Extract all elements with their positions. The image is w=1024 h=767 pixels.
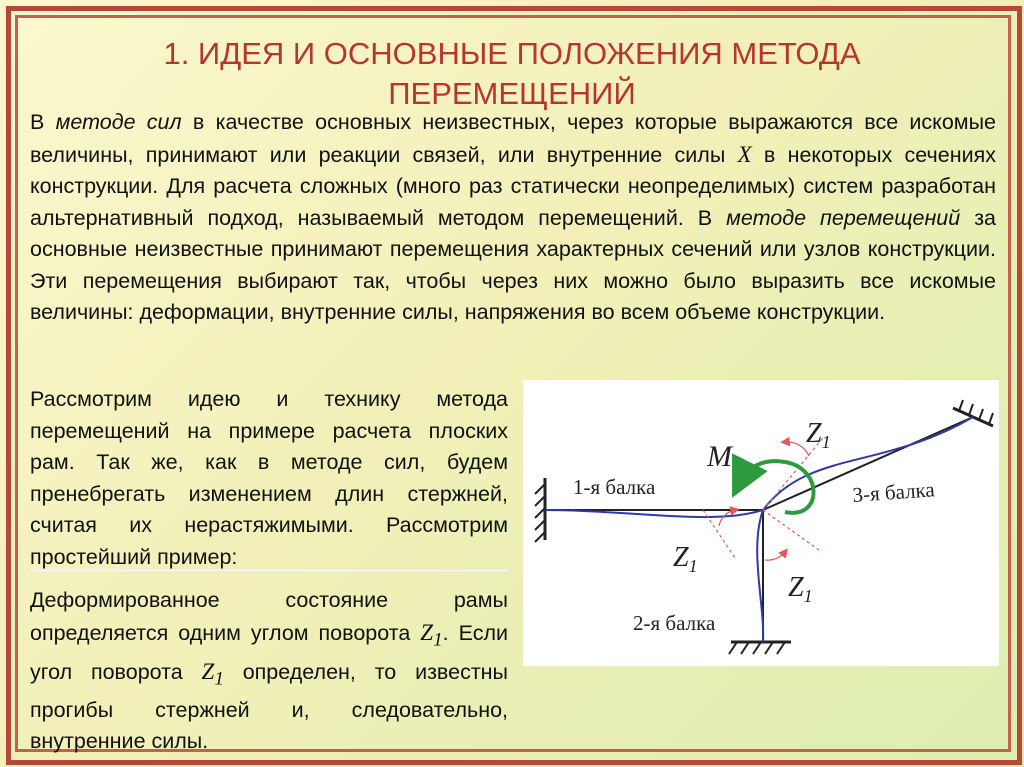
p1-text-2: в качестве основных неизвестных, через которые выражаются все искомые величины, принимают или реакции связей, или внутренние силы bbox=[30, 110, 996, 167]
p1-symbol-x: X bbox=[737, 141, 752, 167]
p3-z1-sub: 1 bbox=[433, 629, 443, 651]
frame-diagram bbox=[523, 380, 999, 666]
p3-z1-letter-2: Z bbox=[201, 658, 215, 684]
label-beam-1: 1-я балка bbox=[573, 475, 656, 499]
top-right-fixed-support bbox=[953, 400, 993, 426]
frame-diagram-svg bbox=[523, 380, 999, 666]
p1-text-4: за основные неизвестные принимают перемещения характерных сечений или узлов конструкции. Эти перемещения выбирают так, чтобы через них можно было выразить все искомые величины: деформации, внутренние силы, напряжения во всем объеме конструкции. bbox=[30, 205, 997, 324]
left-fixed-support bbox=[535, 478, 545, 542]
p3-z1-sub-2: 1 bbox=[214, 668, 224, 690]
title-line-1: 1. ИДЕЯ И ОСНОВНЫЕ ПОЛОЖЕНИЯ МЕТОДА bbox=[163, 36, 861, 71]
label-moment: M bbox=[707, 440, 732, 473]
moment-arrow bbox=[741, 461, 814, 513]
label-beam-3: 3-я балка bbox=[851, 477, 936, 507]
label-z1-top: $Z_1$ bbox=[806, 418, 831, 452]
p3-text-1: Деформированное состояние рамы определяется одним углом поворота bbox=[30, 588, 508, 645]
p3-text-2: . Если угол поворота bbox=[30, 620, 508, 684]
paragraph-separator bbox=[30, 570, 508, 571]
label-z1-left: $Z_1$ bbox=[673, 542, 698, 576]
intro-paragraph bbox=[30, 107, 996, 329]
p3-z1-letter: Z bbox=[420, 619, 434, 645]
bottom-fixed-support bbox=[729, 642, 791, 654]
title-line-2: ПЕРЕМЕЩЕНИЙ bbox=[388, 76, 636, 111]
example-paragraph: Рассмотрим идею и технику метода перемещений на примере расчета плоских рам. Так же, как в методе сил, будем пренебрегать изменением длин стержней, считая их нерастяжимыми. Рассмотрим простейший пример: bbox=[30, 387, 508, 569]
p3-symbol-z1-second bbox=[201, 658, 224, 690]
label-z1-bottom: $Z_1$ bbox=[788, 572, 813, 606]
p1-text-3: в некоторых сечениях конструкции. Для расчета сложных (много раз статически неопределимых) систем разработан альтернативный подход, называемый методом перемещений. В bbox=[30, 142, 996, 230]
p1-term-displacement-method: методе перемещений bbox=[726, 205, 961, 230]
slide-title bbox=[60, 34, 964, 114]
p1-term-force-method: методе сил bbox=[55, 110, 182, 134]
p3-symbol-z1 bbox=[420, 619, 443, 651]
label-beam-2: 2-я балка bbox=[633, 611, 716, 635]
deformed-frame bbox=[545, 417, 973, 642]
deformed-state-paragraph bbox=[30, 585, 508, 758]
p1-text-1: В bbox=[30, 110, 56, 134]
p3-text-3: определен, то известны прогибы стержней и, следовательно, внутренние силы. bbox=[30, 659, 508, 754]
